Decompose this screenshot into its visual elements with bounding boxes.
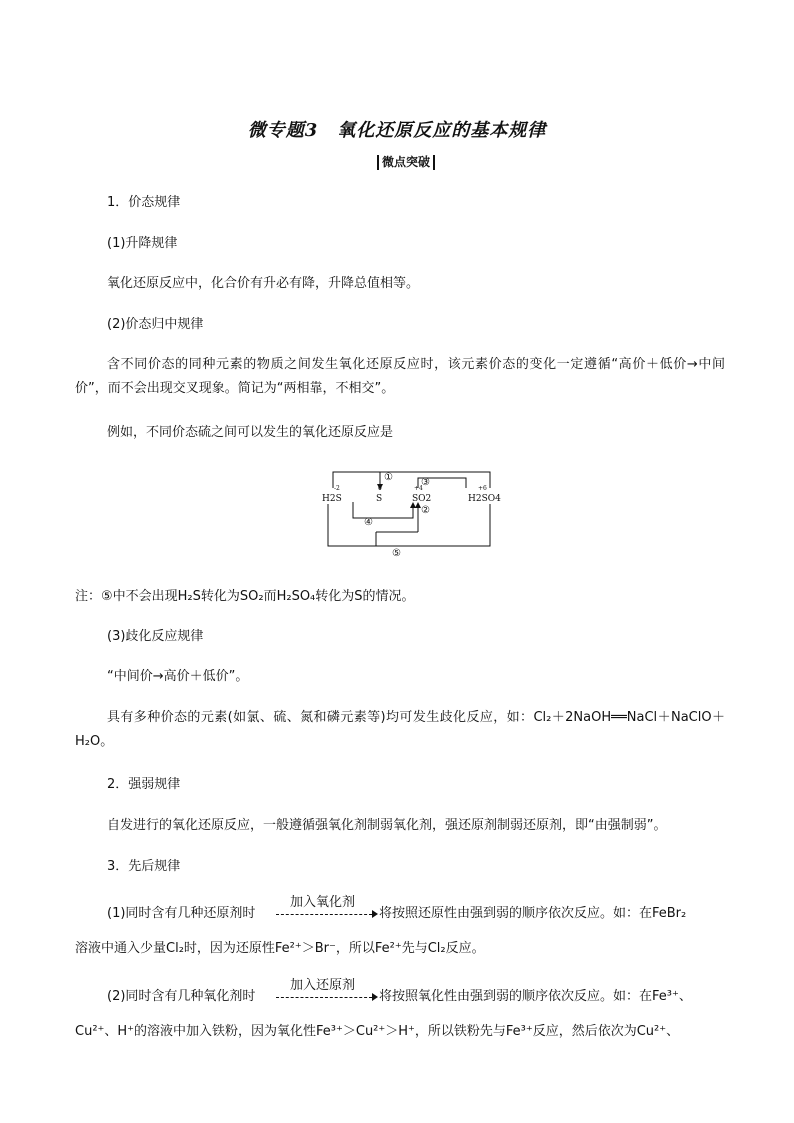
rule-2-arrowhead [372, 993, 378, 1001]
valence-h2so4: +6 [478, 485, 487, 492]
subsection-1-3-text: 具有多种价态的元素(如氯、硫、氮和磷元素等)均可发生歧化反应，如：Cl₂＋2NaOH══NaCl＋NaClO＋H₂O。 [75, 710, 725, 749]
rule-2-tail: 将按照氧化性由强到弱的顺序依次反应。如：在Fe³⁺、 [379, 989, 692, 1004]
rule-2-text: Cu²⁺、H⁺的溶液中加入铁粉，因为氧化性Fe³⁺＞Cu²⁺＞H⁺，所以铁粉先与Fe³⁺反应，然后依次为Cu²⁺、 [75, 1024, 680, 1039]
example-text: 例如，不同价态硫之间可以发生的氧化还原反应是 [107, 425, 394, 440]
species-h2s: H2S [322, 494, 342, 504]
subsection-1-3: (3)歧化反应规律 [107, 629, 204, 644]
rule-1-arrow-label: 加入氧化剂 [290, 895, 356, 910]
sulfur-valence-diagram [318, 468, 508, 563]
marker-1: ① [384, 472, 393, 483]
species-s: S [376, 494, 383, 504]
rule-1-arrowhead [372, 910, 378, 918]
subsection-1-2-text: 含不同价态的同种元素的物质之间发生氧化还原反应时，该元素价态的变化一定遵循“高价＋低价→中间价”，而不会出现交叉现象。简记为“两相靠，不相交”。 [75, 357, 725, 396]
rule-1-arrow [276, 914, 372, 915]
section-1-heading: 1．价态规律 [107, 195, 181, 210]
section-2-heading: 2．强弱规律 [107, 777, 181, 792]
rule-2-arrow-label: 加入还原剂 [290, 978, 356, 993]
marker-4: ④ [364, 517, 373, 528]
rule-2-arrow [276, 997, 372, 998]
section-badge: 微点突破 [377, 155, 435, 170]
species-so2: SO2 [412, 494, 432, 504]
valence-so2: +4 [414, 485, 423, 492]
subsection-1-1-text: 氧化还原反应中，化合价有升必有降，升降总值相等。 [107, 276, 420, 291]
page-title: 微专题3 氧化还原反应的基本规律 [247, 120, 547, 141]
marker-2: ② [421, 505, 430, 516]
valence-s: 0 [378, 485, 382, 492]
rule-1-lead: (1)同时含有几种还原剂时 [107, 906, 256, 921]
subsection-1-1: (1)升降规律 [107, 236, 178, 251]
rule-1-text: 溶液中通入少量Cl₂时，因为还原性Fe²⁺＞Br⁻，所以Fe²⁺先与Cl₂反应。 [75, 941, 485, 956]
species-h2so4: H2SO4 [468, 494, 501, 504]
rule-1-tail: 将按照还原性由强到弱的顺序依次反应。如：在FeBr₂ [379, 906, 687, 921]
diagram-note: 注：⑤中不会出现H₂S转化为SO₂而H₂SO₄转化为S的情况。 [75, 589, 415, 604]
subsection-1-3-quote: “中间价→高价＋低价”。 [107, 669, 249, 684]
valence-h2s: -2 [334, 485, 340, 492]
section-2-text: 自发进行的氧化还原反应，一般遵循强氧化剂制弱氧化剂，强还原剂制弱还原剂，即“由强制弱”。 [107, 818, 667, 833]
rule-2-lead: (2)同时含有几种氧化剂时 [107, 989, 256, 1004]
section-3-heading: 3．先后规律 [107, 859, 181, 874]
subsection-1-2: (2)价态归中规律 [107, 317, 204, 332]
marker-3: ③ [421, 477, 430, 488]
marker-5: ⑤ [392, 548, 401, 559]
